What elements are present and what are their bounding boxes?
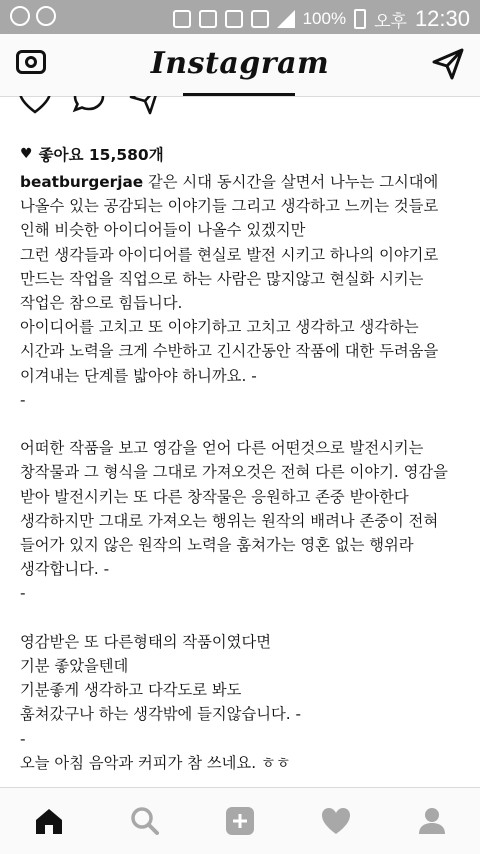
wifi-icon [251,10,269,28]
signal-icon [277,10,295,28]
alarm-icon [199,10,217,28]
mute-icon [173,10,191,28]
logo-underline [183,93,295,96]
add-post-icon[interactable] [225,806,255,836]
status-right [173,6,470,32]
comment-icon[interactable] [72,96,106,114]
post-content [20,138,468,775]
likes-count: 좋아요 15,580개 [38,146,164,164]
caption-text: 같은 시대 동시간을 살면서 나누는 그시대에 나올수 있는 공감되는 이야기들 그리고 생각하고 느끼는 것들로 인해 비슷한 아이디어들이 나올수 있겠지만 그런 생각들과 아이디어를 현실로 발전 시키고 하나의 이야기로 만드는 작업을 직업으로 하는 사람은 많지않고 현실화 시키는 작업은 참으로 힘듭니다. 아이디어를 고치고 또 이야기하고 고치고 생각하고 생각하는 시간과 노력을 크게 수반하고 긴시간동안 작품에 대한 두려움을 이겨내는 단계를 밟아야 하니까요. - - 어떠한 작품을 보고 영감을 얻어 다른 어떤것으로 발전시키는 창작물과 그 형식을 그대로 가져오것은 전혀 다른 이야기. 영감을 받아 발전시키는 또 다른 창작물은 응원하고 존중 받아한다 생각하지만 그대로 가져오는 행위는 원작의 배려나 존중이 전혀 들어가 있지 않은 원작의 노력을 훔쳐가는 영혼 없는 행위라 생각합니다. - - 영감받은 또 다른형태의 작품이였다면 기분 좋았을텐데 기분좋게 생각하고 다각도로 봐도 훔쳐갔구나 하는 생각밖에 들지않습니다. - - 오늘 아침 음악과 커피가 참 쓰네요. ㅎㅎ [20,173,448,772]
heart-outline-icon[interactable] [18,96,52,116]
direct-message-icon[interactable] [432,48,464,80]
battery-percent: 100% [302,9,347,28]
caption-username[interactable]: beatburgerjae [20,173,144,191]
likes-row[interactable] [20,138,468,170]
clock: 12:30 [414,6,470,31]
notification-icon [10,6,30,26]
status-bar [0,0,480,34]
hd-icon [225,10,243,28]
app-header [0,34,480,97]
profile-icon[interactable] [417,806,447,836]
heart-icon: ♥ [20,146,33,162]
activity-heart-icon[interactable] [321,806,351,836]
battery-icon [354,9,366,29]
app-logo: Instagram [150,46,330,81]
search-icon[interactable] [130,806,160,836]
ampm-label: 오후 [374,11,407,31]
home-icon[interactable] [34,806,64,836]
post-actions [18,96,178,126]
notification-icon [36,6,56,26]
notification-icons [10,6,56,26]
post-caption [20,170,468,775]
bottom-nav [0,787,480,854]
send-icon[interactable] [128,96,162,116]
